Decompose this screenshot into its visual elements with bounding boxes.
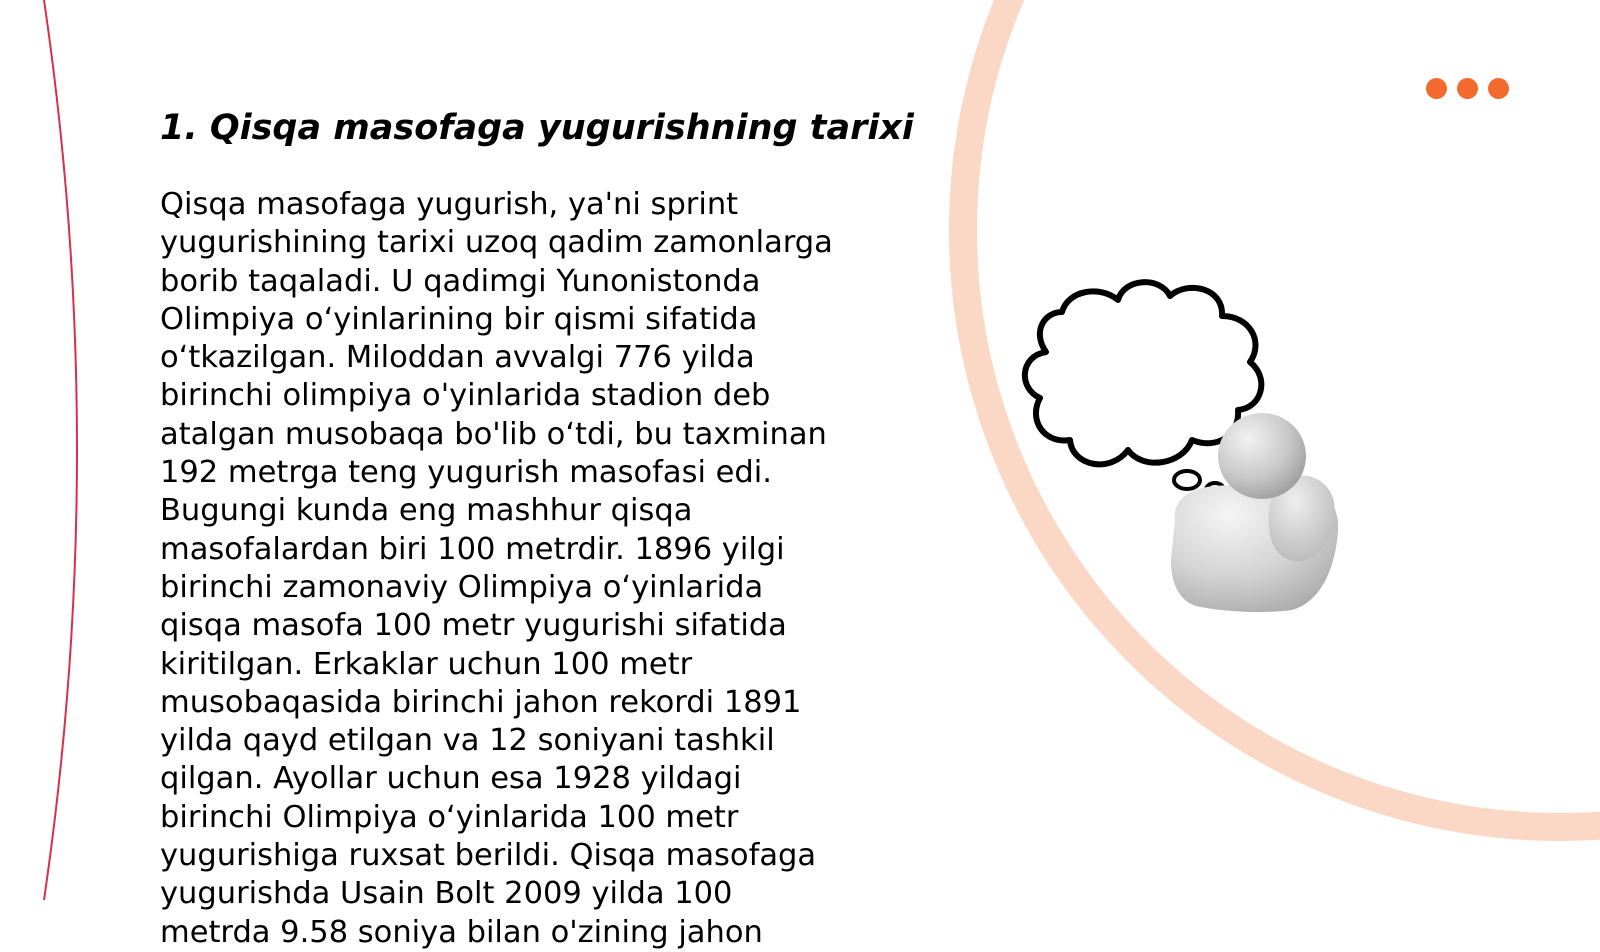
dot — [1457, 78, 1478, 99]
more-dots-icon[interactable] — [1426, 78, 1516, 100]
slide-title: 1. Qisqa masofaga yugurishning tarixi — [160, 108, 914, 148]
dot — [1426, 78, 1447, 99]
thought-bubble-dot — [1174, 471, 1200, 489]
slide-body-text: Qisqa masofaga yugurish, ya'ni sprint yugurishining tarixi uzoq qadim zamonlarga borib taqaladi. U qadimgi Yunonistonda Olimpiya oʻyinlarining bir qismi sifatida oʻtkazilgan. Miloddan avvalgi 776 yilda birinchi olimpiya o'yinlarida stadion deb atalgan musobaqa bo'lib oʻtdi, bu taxminan 192 metrga teng yugurish masofasi edi. Bugungi kunda eng mashhur qisqa masofalardan biri 100 metrdir. 1896 yilgi birinchi zamonaviy Olimpiya oʻyinlarida qisqa masofa 100 metr yugurishi sifatida kiritilgan. Erkaklar uchun 100 metr musobaqasida birinchi jahon rekordi 1891 yilda qayd etilgan va 12 soniyani tashkil qilgan. Ayollar uchun esa 1928 yildagi birinchi Olimpiya oʻyinlarida 100 metr yugurishiga ruxsat berildi. Qisqa masofaga yugurishda Usain Bolt 2009 yilda 100 metrda 9.58 soniya bilan o'zining jahon — [160, 187, 833, 950]
left-accent-line — [44, 0, 77, 900]
thinking-person-icon — [1025, 270, 1355, 620]
person-head — [1218, 413, 1306, 499]
dot — [1488, 78, 1509, 99]
